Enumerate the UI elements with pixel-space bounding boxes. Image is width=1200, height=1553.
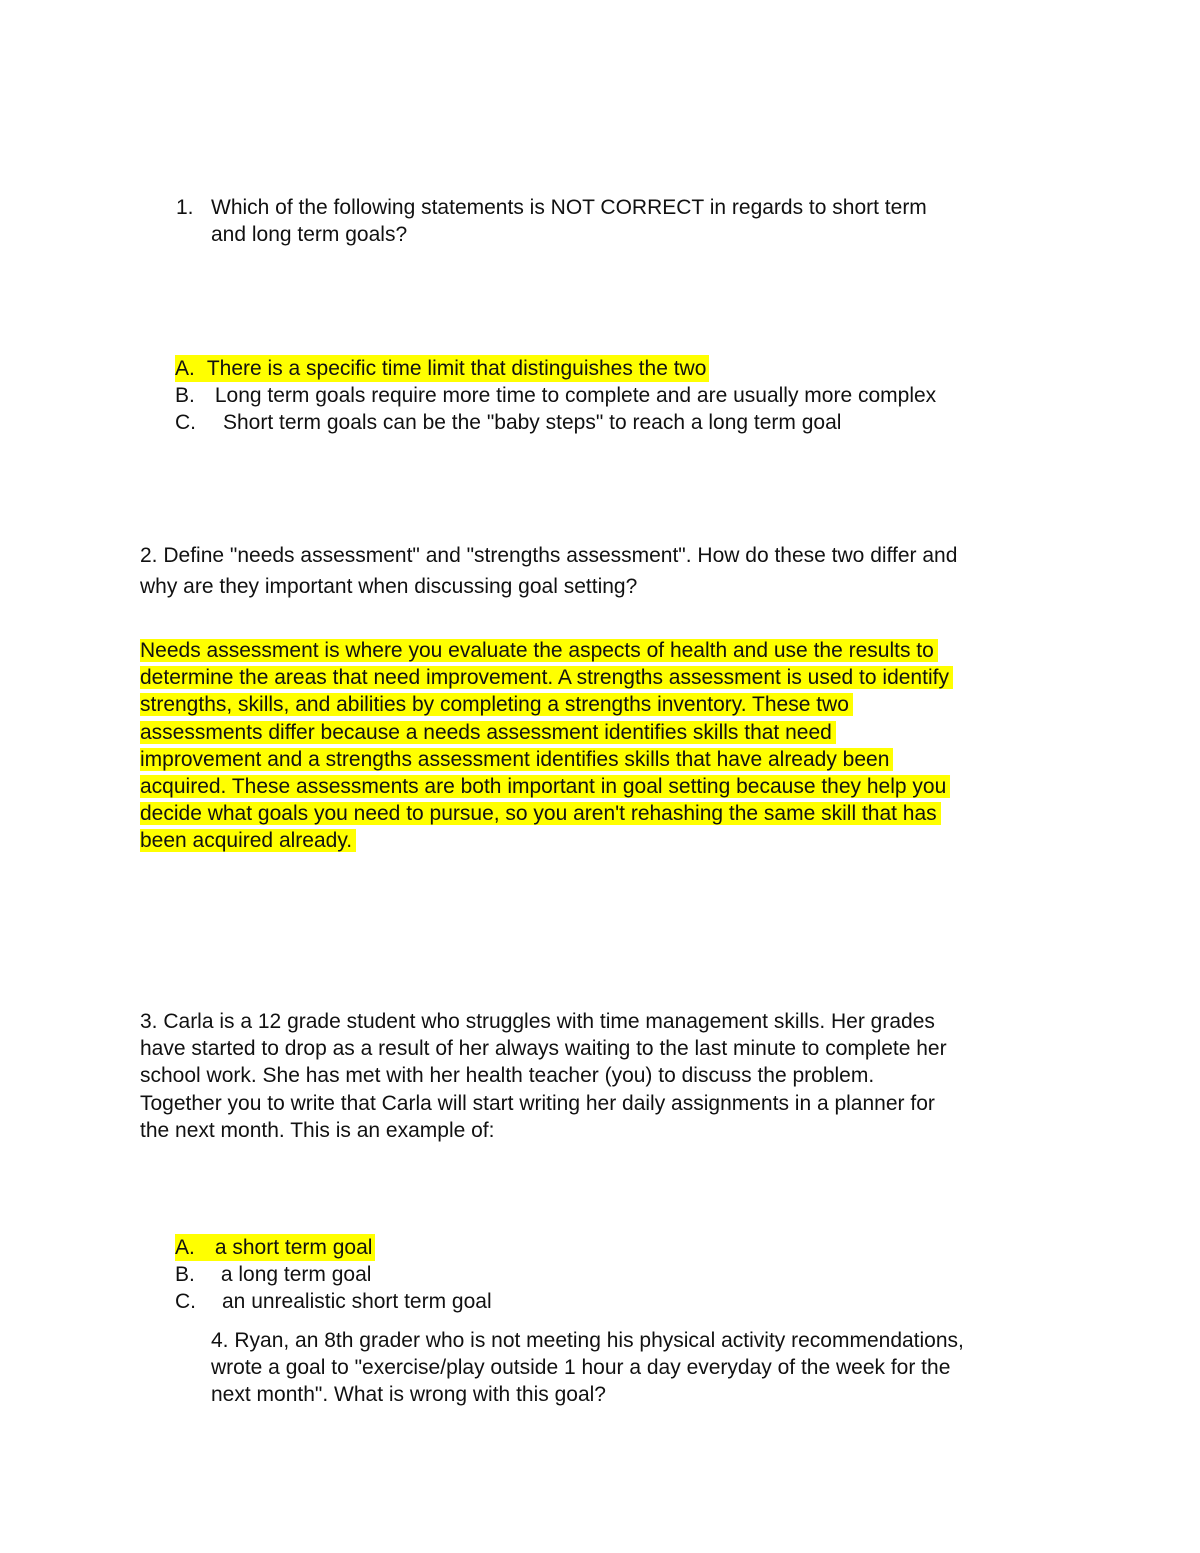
option-text: a short term goal xyxy=(214,1236,373,1259)
question-3-option-b xyxy=(175,1261,371,1288)
answer-line-5: improvement and a strengths assessment identifies skills that have already been xyxy=(140,748,893,771)
option-text: an unrealistic short term goal xyxy=(222,1290,492,1313)
option-text: Long term goals require more time to complete and are usually more complex xyxy=(214,384,937,407)
option-letter: C. xyxy=(175,1290,196,1313)
question-3-option-a xyxy=(175,1234,375,1261)
question-1-number: 1. xyxy=(176,196,194,219)
answer-line-3: strengths, skills, and abilities by completing a strengths inventory. These two xyxy=(140,693,853,716)
option-text: There is a specific time limit that distinguishes the two xyxy=(206,357,707,380)
option-text: Short term goals can be the "baby steps" to reach a long term goal xyxy=(223,411,842,434)
answer-line-4: assessments differ because a needs assessment identifies skills that need xyxy=(140,721,836,744)
question-4-text-line-3: next month". What is wrong with this goal? xyxy=(211,1383,606,1407)
option-letter: A. xyxy=(175,357,195,380)
answer-line-1: Needs assessment is where you evaluate the aspects of health and use the results to xyxy=(140,639,938,662)
question-1-text-line-2: and long term goals? xyxy=(211,223,408,246)
question-3-option-c xyxy=(175,1288,492,1315)
answer-line-7: decide what goals you need to pursue, so you aren't rehashing the same skill that has xyxy=(140,802,941,825)
answer-line-8: been acquired already. xyxy=(140,829,356,852)
option-letter: C. xyxy=(175,411,196,434)
question-1-text-line-1: Which of the following statements is NOT CORRECT in regards to short term xyxy=(211,196,927,219)
question-4-text xyxy=(211,1327,964,1409)
question-2-answer xyxy=(140,637,953,855)
question-1-option-b xyxy=(175,382,936,409)
question-3-text-line-3: school work. She has met with her health teacher (you) to discuss the problem. xyxy=(140,1064,875,1088)
question-4-text-line-1: 4. Ryan, an 8th grader who is not meeting his physical activity recommendations, xyxy=(211,1329,964,1352)
question-2-text-line-1: 2. Define "needs assessment" and "strengths assessment". How do these two differ and xyxy=(140,544,958,567)
question-3-text-line-1: 3. Carla is a 12 grade student who struggles with time management skills. Her grades xyxy=(140,1010,935,1033)
option-text: a long term goal xyxy=(220,1263,372,1286)
answer-line-2: determine the areas that need improvement. A strengths assessment is used to identify xyxy=(140,666,953,689)
question-4-text-line-2: wrote a goal to "exercise/play outside 1 hour a day everyday of the week for the xyxy=(211,1356,951,1380)
question-1-option-a xyxy=(175,355,709,382)
question-3-text-line-4: Together you to write that Carla will start writing her daily assignments in a planner for xyxy=(140,1091,935,1115)
question-3-text-line-5: the next month. This is an example of: xyxy=(140,1118,495,1142)
option-letter: B. xyxy=(175,1263,195,1286)
question-3-text-line-2: have started to drop as a result of her always waiting to the last minute to complete her xyxy=(140,1037,947,1061)
question-2-text-line-2: why are they important when discussing goal setting? xyxy=(140,575,638,598)
question-3-text xyxy=(140,1008,947,1144)
question-1-option-c xyxy=(175,409,841,436)
answer-line-6: acquired. These assessments are both important in goal setting because they help you xyxy=(140,775,950,798)
option-letter: A. xyxy=(175,1236,195,1259)
option-letter: B. xyxy=(175,384,195,407)
